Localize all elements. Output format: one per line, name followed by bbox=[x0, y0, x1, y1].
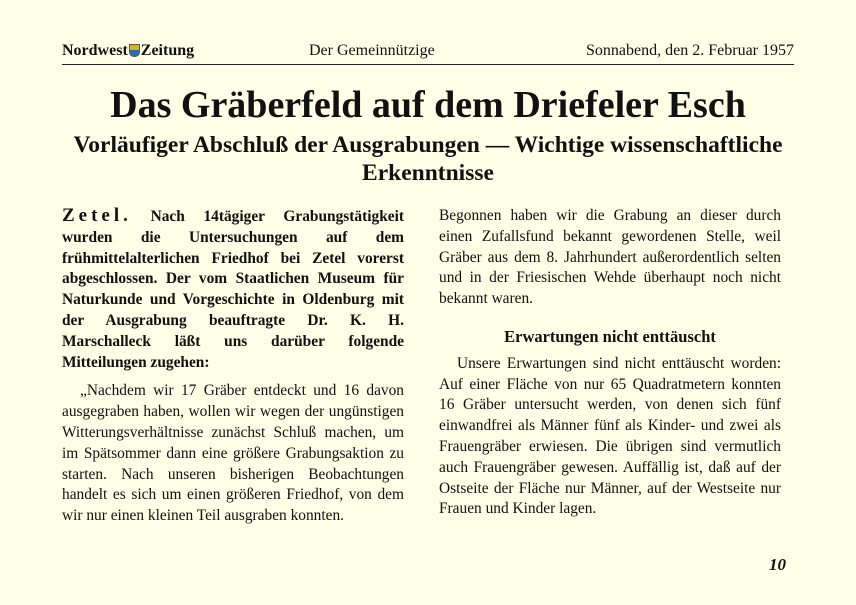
dateline: Zetel. bbox=[62, 205, 132, 226]
newspaper-name-part1: Nordwest bbox=[62, 42, 128, 59]
section-name: Der Gemeinnützige bbox=[309, 42, 435, 59]
quote-paragraph: „Nachdem wir 17 Gräber entdeckt und 16 davon ausgegraben haben, wollen wir wegen der ungünstigen Witterungsverhältnisse zunächst Schluß machen, um im Spätsommer dann eine größere Grabungsaktion zu starten. Nach unseren bisherigen Beobachtungen handelt es sich um einen größeren Friedhof, von dem wir nur einen kleinen Teil ausgraben konnten. bbox=[62, 382, 404, 525]
right-paragraph-1: Begonnen haben wir die Grabung an dieser durch einen Zufallsfund bekannt gewordenen Stelle, weil Gräber aus dem 8. Jahrhundert außerordentlich selten und in der Friesischen Wehde überhaupt noch nicht bekannt waren. bbox=[439, 207, 781, 308]
issue-date: Sonnabend, den 2. Februar 1957 bbox=[586, 42, 794, 59]
page-number: 10 bbox=[769, 555, 786, 574]
masthead bbox=[62, 40, 794, 65]
right-paragraph-2: Unsere Erwartungen sind nicht enttäuscht worden: Auf einer Fläche von nur 65 Quadratmetern konnten 16 Gräber untersucht werden, von denen sich fünf einwandfrei als Männer fünf als Kinder- und zwei als Frauengräber erwiesen. Die übrigen sind vermutlich auch Frauengräber gewesen. Auffällig ist, daß auf der Ostseite der Fläche nur Männer, auf der Westseite nur Frauen und Kinder lagen. bbox=[439, 354, 781, 518]
section-title: Erwartungen nicht enttäuscht bbox=[504, 326, 716, 346]
article-headline: Das Gräberfeld auf dem Driefeler Esch bbox=[110, 84, 746, 126]
right-column bbox=[439, 206, 781, 520]
newspaper-name bbox=[62, 42, 194, 60]
article-subheadline: Vorläufiger Abschluß der Ausgrabungen — Wichtige wissenschaftliche Erkenntnisse bbox=[73, 132, 783, 186]
lead-text: Nach 14tägiger Grabungstätigkeit wurden die Untersuchungen auf dem frühmittelalterlichen Friedhof bei Zetel vorerst abgeschlossen. Der vom Staatlichen Museum für Naturkunde und Vorgeschichte in Oldenburg mit der Ausgrabung beauftragte Dr. K. H. Marschalleck läßt uns darüber folgende Mitteilungen zugehen: bbox=[62, 208, 404, 371]
coat-of-arms-icon bbox=[129, 44, 140, 57]
left-column bbox=[62, 206, 404, 527]
newspaper-name-part2: Zeitung bbox=[140, 42, 195, 59]
lead-paragraph bbox=[62, 206, 404, 373]
